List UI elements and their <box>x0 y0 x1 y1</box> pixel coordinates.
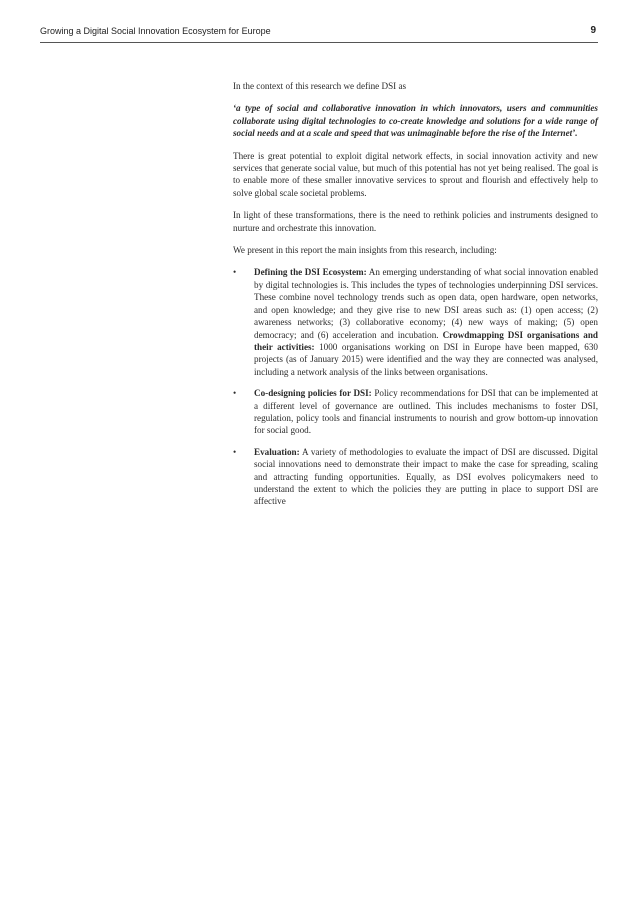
bullet-text: Policy recommendations for DSI that can be implemented at a different level of governance are outlined. This includes mechanisms to foster DSI, regulation, policy tools and financial instruments to nourish and grow bottom-up innovation for social good. <box>254 388 598 436</box>
page-header <box>0 22 638 42</box>
potential-paragraph: There is great potential to exploit digital network effects, in social innovation activity and new services that generate social value, but much of this potential has not yet being realised. The goal is to enable more of these smaller innovative services to sprout and flourish and effectively help to solve global scale societal problems. <box>233 150 598 198</box>
list-item-evaluation <box>233 446 598 508</box>
insights-intro-paragraph: We present in this report the main insights from this research, including: <box>233 245 497 256</box>
intro-paragraph: In the context of this research we define DSI as <box>233 81 407 91</box>
list-item-codesigning-policies <box>233 387 598 437</box>
definition-quote: ‘a type of social and collaborative innovation in which innovators, users and communities collaborate using digital technologies to co-create knowledge and solutions for a wide range of social needs and at a scale and speed that was unimaginable before the rise of the Internet’. <box>233 103 598 139</box>
rethink-paragraph: In light of these transformations, there is the need to rethink policies and instruments designed to nurture and orchestrate this innovation. <box>233 210 598 233</box>
bullet-text: A variety of methodologies to evaluate the impact of DSI are discussed. Digital social innovations need to demonstrate their impact to make the case for spreading, scaling and attracting funding opportunities. Equally, as DSI evolves policymakers need to understand the extent to which the policies they are putting in place to support DSI are affective <box>254 446 598 507</box>
bullet-term: Defining the DSI Ecosystem: <box>254 267 367 278</box>
bullet-icon: • <box>233 267 237 278</box>
running-title: Growing a Digital Social Innovation Ecosystem for Europe <box>40 26 271 36</box>
insights-list <box>233 266 598 507</box>
bullet-icon: • <box>233 388 237 399</box>
page-number: 9 <box>590 25 596 36</box>
header-divider <box>40 42 598 43</box>
main-content <box>233 80 598 517</box>
bullet-text: An emerging understanding of what social innovation enabled by digital technologies is. This includes the types of technologies underpinning DSI services. These combine novel technology trends such as open data, open hardware, open networks, and open knowledge; and they give rise to new DSI areas such as: (1) open access; (2) awareness networks; (3) collaborative economy; (4) new ways of making; (5) open democracy; and (6) acceleration and incubation. <box>254 267 599 340</box>
bullet-text: 1000 organisations working on DSI in Europe have been mapped, 630 projects (as of January 2015) were identified and the way they are connected was analysed, including a network analysis of the links between organisations. <box>254 341 598 377</box>
bullet-term: Co-designing policies for DSI: <box>254 388 372 399</box>
bullet-icon: • <box>233 446 237 457</box>
bullet-term: Evaluation: <box>254 446 300 457</box>
bullet-term: Crowdmapping DSI organisations and their activities: <box>254 329 598 352</box>
list-item-defining-ecosystem <box>233 266 598 378</box>
